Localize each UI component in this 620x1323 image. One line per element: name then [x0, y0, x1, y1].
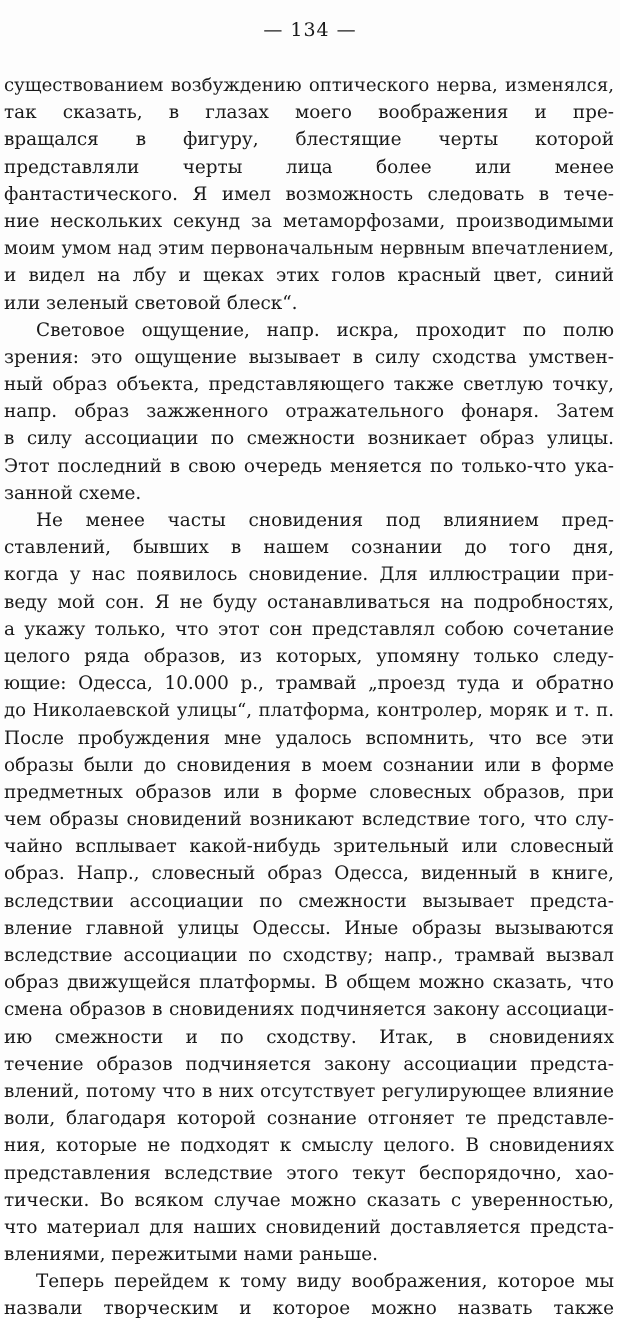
text-line: течение образов подчиняется закону ассоциации предста- — [4, 1053, 614, 1075]
text-line: образ движущейся платформы. В общем можно сказать, что — [4, 972, 614, 994]
text-line: так сказать, в глазах моего воображения и пре- — [4, 102, 614, 124]
text-line: а укажу только, что этот сон представлял собою сочетание — [4, 618, 614, 640]
text-line: моим умом над этим первоначальным нервным впечатлением, — [4, 238, 614, 260]
page-body-text — [4, 72, 614, 1323]
text-line: до Николаевской улицы“, платформа, контролер, моряк и т. п. — [4, 700, 614, 722]
text-line: влениями, пережитыми нами раньше. — [4, 1244, 378, 1266]
text-line: когда у нас появилось сновидение. Для иллюстрации при- — [4, 564, 614, 586]
text-line: влений, потому что в них отсутствует регулирующее влияние — [4, 1080, 614, 1102]
text-line: фантастического. Я имел возможность следовать в тече- — [4, 183, 614, 205]
text-line: вследствии ассоциации по смежности вызывает предста- — [4, 890, 614, 912]
text-line: чайно всплывает какой-нибудь зрительный или словесный — [4, 836, 614, 858]
text-line: целого ряда образов, из которых, упомяну только следу- — [4, 645, 614, 667]
text-line: напр. образ зажженного отражательного фонаря. Затем — [4, 401, 614, 423]
text-line: зрения: это ощущение вызывает в силу сходства умствен- — [4, 346, 614, 368]
text-line: представления вследствие этого текут беспорядочно, хао- — [4, 1162, 614, 1184]
text-line: ию смежности и по сходству. Итак, в сновидениях — [4, 1026, 614, 1048]
text-line: образы были до сновидения в моем сознании или в форме — [4, 754, 614, 776]
text-line: образ. Напр., словесный образ Одесса, виденный в книге, — [4, 863, 614, 885]
text-line: предметных образов или в форме словесных образов, при — [4, 781, 614, 803]
text-line: ния, которые не подходят к смыслу целого. В сновидениях — [4, 1135, 614, 1157]
text-line: ный образ объекта, представляющего также светлую точку, — [4, 374, 614, 396]
text-line: чем образы сновидений возникают вследствие того, что слу- — [4, 809, 614, 831]
text-line: что материал для наших сновидений доставляется предста- — [4, 1216, 614, 1238]
text-line: вращался в фигуру, блестящие черты которой — [4, 129, 614, 151]
text-line: Световое ощущение, напр. искра, проходит по полю — [36, 319, 614, 341]
text-line: Не менее часты сновидения под влиянием пред- — [36, 510, 614, 531]
text-line: смена образов в сновидениях подчиняется закону ассоциаци- — [4, 999, 614, 1021]
text-line: и видел на лбу и щеках этих голов красный цвет, синий — [4, 265, 614, 287]
text-line: или зеленый световой блеск“. — [4, 292, 298, 314]
text-line: ставлений, бывших в нашем сознании до того дня, — [4, 537, 614, 559]
text-line: ющие: Одесса, 10.000 р., трамвай „проезд туда и обратно — [4, 673, 614, 695]
text-line: Теперь перейдем к тому виду воображения, которое мы — [36, 1271, 614, 1293]
text-line: Этот последний в свою очередь меняется по только-что ука- — [4, 455, 614, 477]
text-line: веду мой сон. Я не буду останавливаться на подробностях, — [4, 591, 614, 613]
text-line: существованием возбуждению оптического нерва, изменялся, — [4, 75, 614, 96]
text-line: тически. Во всяком случае можно сказать с уверенностью, — [4, 1189, 614, 1211]
text-line: назвали творческим и которое можно назвать также — [4, 1298, 614, 1320]
text-line: вследствие ассоциации по сходству; напр., трамвай вызвал — [4, 945, 614, 966]
text-line: После пробуждения мне удалось вспомнить, что все эти — [4, 727, 614, 749]
text-line: занной схеме. — [4, 482, 142, 504]
page-number: — 134 — — [263, 19, 357, 41]
text-line: воли, благодаря которой сознание отгоняет те представле- — [4, 1108, 614, 1130]
text-line: вление главной улицы Одессы. Иные образы вызываются — [4, 917, 614, 939]
text-line: в силу ассоциации по смежности возникает образ улицы. — [4, 428, 614, 450]
text-line: ние нескольких секунд за метаморфозами, производимыми — [4, 210, 614, 232]
text-line: представляли черты лица более или менее — [4, 156, 614, 178]
